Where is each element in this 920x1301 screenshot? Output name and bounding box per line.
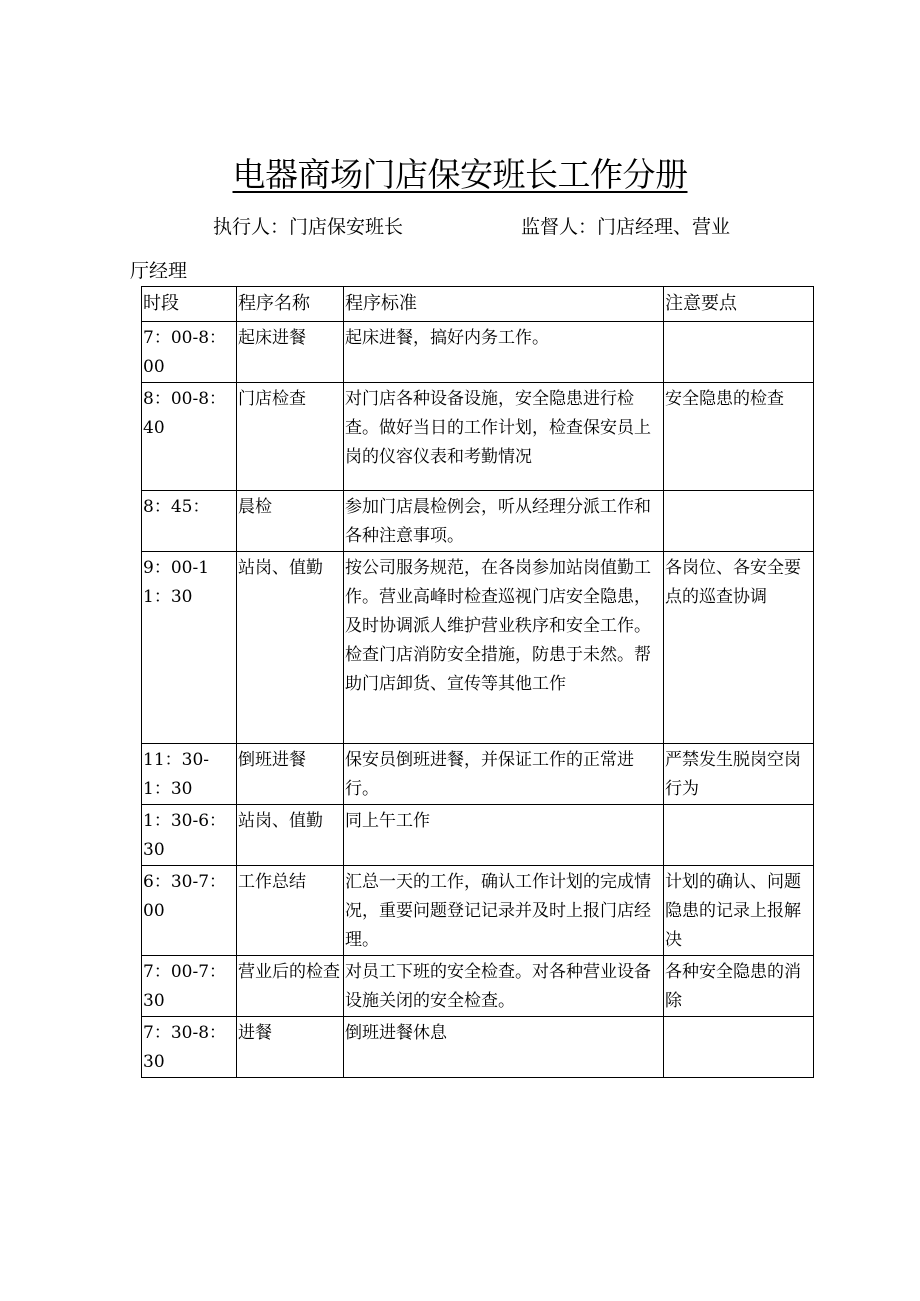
cell-name: 站岗、值勤 [237, 552, 344, 744]
cell-name: 倒班进餐 [237, 744, 344, 805]
cell-time: 9：00-11：30 [142, 552, 237, 744]
cell-time: 6：30-7：00 [142, 866, 237, 956]
cell-standard: 汇总一天的工作，确认工作计划的完成情况，重要问题登记记录并及时上报门店经理。 [344, 866, 664, 956]
table-row [142, 552, 814, 744]
cell-notes [664, 491, 814, 552]
cell-standard: 起床进餐，搞好内务工作。 [344, 322, 664, 383]
cell-name: 站岗、值勤 [237, 805, 344, 866]
header-procedure-name: 程序名称 [237, 287, 344, 322]
cell-notes: 各岗位、各安全要点的巡查协调 [664, 552, 814, 744]
cell-standard: 同上午工作 [344, 805, 664, 866]
table-header-row [142, 287, 814, 322]
cell-notes [664, 805, 814, 866]
supervisor-line: 监督人：门店经理、营业 [521, 216, 731, 238]
cell-name: 进餐 [237, 1017, 344, 1078]
cell-standard: 按公司服务规范，在各岗参加站岗值勤工作。营业高峰时检查巡视门店安全隐患，及时协调派人维护营业秩序和安全工作。检查门店消防安全措施，防患于未然。帮助门店卸货、宣传等其他工作 [344, 552, 664, 744]
cell-standard: 倒班进餐休息 [344, 1017, 664, 1078]
table-row [142, 383, 814, 491]
cell-name: 工作总结 [237, 866, 344, 956]
table-row [142, 744, 814, 805]
cell-notes: 各种安全隐患的消除 [664, 956, 814, 1017]
schedule-table [141, 286, 814, 1078]
cell-name: 起床进餐 [237, 322, 344, 383]
cell-standard: 参加门店晨检例会，听从经理分派工作和各种注意事项。 [344, 491, 664, 552]
cell-standard: 对门店各种设备设施，安全隐患进行检查。做好当日的工作计划，检查保安员上岗的仪容仪表和考勤情况 [344, 383, 664, 491]
header-time: 时段 [142, 287, 237, 322]
cell-time: 7：30-8：30 [142, 1017, 237, 1078]
cell-notes: 严禁发生脱岗空岗行为 [664, 744, 814, 805]
cell-name: 营业后的检查 [237, 956, 344, 1017]
cell-time: 7：00-7：30 [142, 956, 237, 1017]
table-row [142, 1017, 814, 1078]
cell-notes [664, 1017, 814, 1078]
supervisor-line-continuation: 厅经理 [130, 260, 188, 282]
cell-notes: 计划的确认、问题隐患的记录上报解决 [664, 866, 814, 956]
table-row [142, 491, 814, 552]
cell-time: 8：00-8：40 [142, 383, 237, 491]
cell-notes: 安全隐患的检查 [664, 383, 814, 491]
header-key-points: 注意要点 [664, 287, 814, 322]
cell-time: 11：30-1：30 [142, 744, 237, 805]
executor-line: 执行人：门店保安班长 [213, 216, 404, 238]
table-row [142, 805, 814, 866]
header-procedure-standard: 程序标准 [344, 287, 664, 322]
cell-name: 门店检查 [237, 383, 344, 491]
cell-name: 晨检 [237, 491, 344, 552]
cell-time: 1：30-6：30 [142, 805, 237, 866]
cell-notes [664, 322, 814, 383]
table-row [142, 956, 814, 1017]
table-row [142, 322, 814, 383]
cell-time: 7：00-8：00 [142, 322, 237, 383]
cell-time: 8：45： [142, 491, 237, 552]
page-title: 电器商场门店保安班长工作分册 [232, 155, 688, 194]
cell-standard: 对员工下班的安全检查。对各种营业设备设施关闭的安全检查。 [344, 956, 664, 1017]
cell-standard: 保安员倒班进餐，并保证工作的正常进行。 [344, 744, 664, 805]
table-row [142, 866, 814, 956]
